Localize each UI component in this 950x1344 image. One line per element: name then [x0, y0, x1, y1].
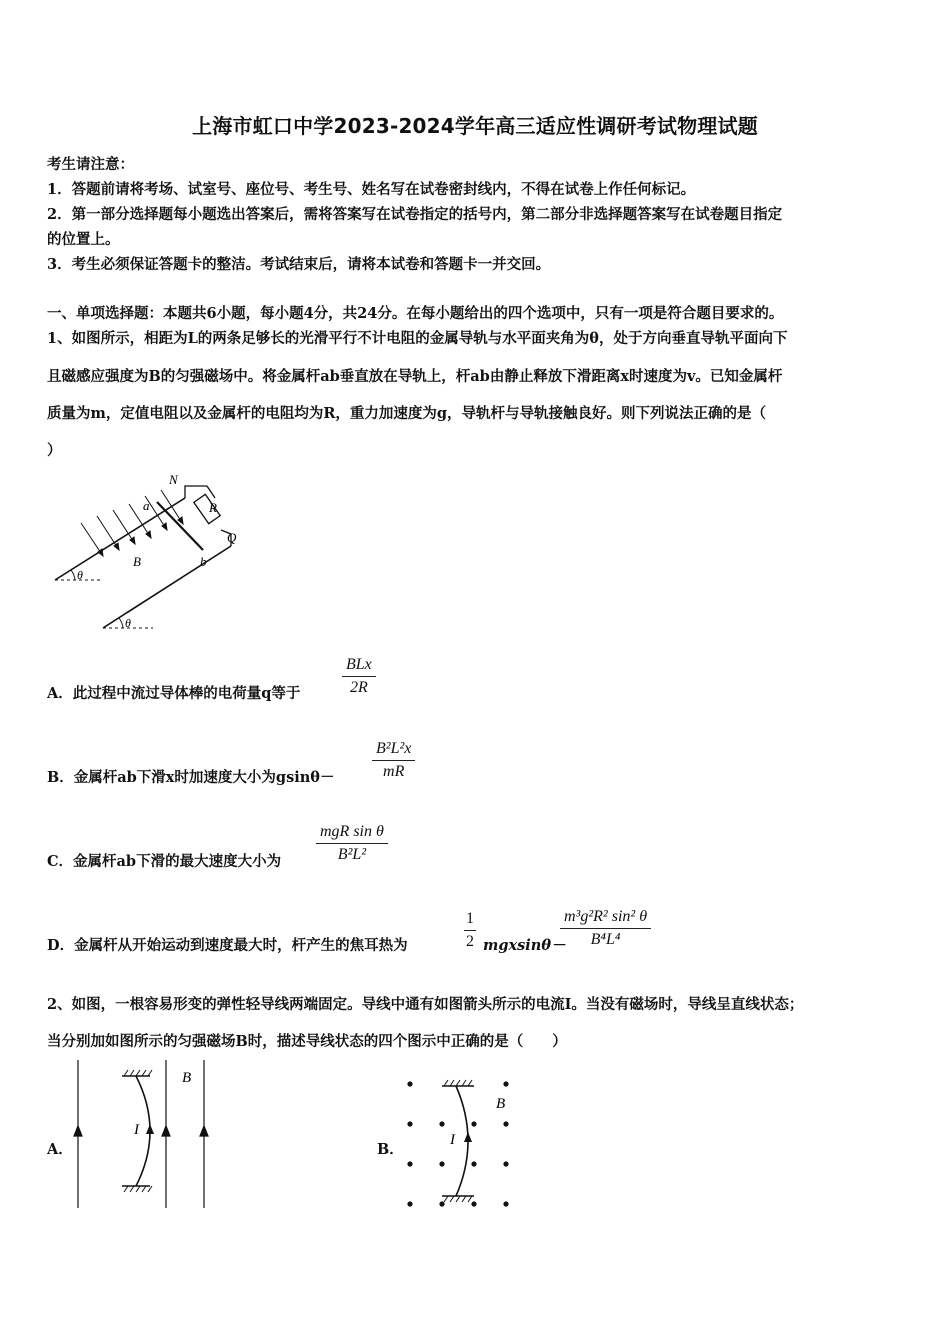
question-2-line: 当分别加如图所示的匀强磁场B时，描述导线状态的四个图示中正确的是（ ）	[47, 1033, 567, 1050]
label-theta: θ	[77, 568, 83, 582]
label-field: B	[496, 1096, 506, 1112]
page-title: 上海市虹口中学2023-2024学年高三适应性调研考试物理试题	[192, 114, 758, 138]
fraction-numerator: mgR sin θ	[320, 823, 384, 840]
option-b-fraction	[372, 740, 415, 781]
question-1-line: ）	[47, 442, 62, 459]
fraction-denominator: 2R	[350, 679, 368, 696]
option-a-text: A．此过程中流过导体棒的电荷量q等于	[47, 685, 301, 702]
option-b-text: B．金属杆ab下滑x时加速度大小为gsinθ－	[47, 769, 335, 786]
fraction-denominator: mR	[383, 763, 405, 780]
question-1-line: 质量为m，定值电阻以及金属杆的电阻均为R，重力加速度为g，导轨杆与导轨接触良好。则下列说法正确的是（	[47, 405, 767, 422]
option-a-fraction	[342, 656, 376, 697]
figure-a	[70, 1060, 220, 1212]
figure-b	[398, 1074, 518, 1214]
fraction-numerator: 1	[466, 910, 474, 927]
label-current: I	[134, 1122, 139, 1138]
fraction-numerator: B²L²x	[376, 740, 412, 757]
option-d-middle: mgxsinθ－	[483, 937, 566, 954]
notice-heading: 考生请注意：	[47, 156, 134, 173]
fraction-numerator: BLx	[346, 656, 372, 673]
notice-item: 1．答题前请将考场、试室号、座位号、考生号、姓名写在试卷密封线内，不得在试卷上作任何标记。	[47, 181, 696, 198]
fig-a-label: A．	[47, 1141, 73, 1158]
label-theta: θ	[125, 616, 131, 630]
label-field: B	[182, 1070, 192, 1086]
label-b-rod: b	[200, 554, 207, 569]
fraction-denominator: B⁴L⁴	[590, 931, 621, 948]
question-1-line: 且磁感应强度为B的匀强磁场中。将金属杆ab垂直放在导轨上，杆ab由静止释放下滑距离x时速度为v。已知金属杆	[47, 368, 783, 385]
label-current: I	[450, 1132, 455, 1148]
option-d-half	[464, 910, 476, 951]
notice-item: 的位置上。	[47, 231, 120, 248]
label-n: N	[169, 472, 178, 487]
notice-item: 2．第一部分选择题每小题选出答案后，需将答案写在试卷指定的括号内，第二部分非选择题答案写在试卷题目指定	[47, 206, 783, 223]
option-c-fraction	[316, 823, 388, 864]
option-d-text: D．金属杆从开始运动到速度最大时，杆产生的焦耳热为	[47, 937, 408, 954]
notice-item: 3．考生必须保证答题卡的整洁。考试结束后，请将本试卷和答题卡一并交回。	[47, 256, 551, 273]
label-a: a	[143, 498, 150, 513]
fraction-denominator: B²L²	[337, 846, 367, 863]
option-c-text: C．金属杆ab下滑的最大速度大小为	[47, 853, 282, 870]
section-heading: 一、单项选择题：本题共6小题，每小题4分，共24分。在每小题给出的四个选项中，只有一项是符合题目要求的。	[47, 305, 784, 322]
option-d-fraction	[560, 908, 651, 949]
fraction-numerator: m³g²R² sin² θ	[564, 908, 648, 925]
label-q: Q	[227, 530, 237, 545]
fraction-denominator: 2	[466, 933, 474, 950]
question-2-line: 2、如图，一根容易形变的弹性轻导线两端固定。导线中通有如图箭头所示的电流I。当没有磁场时，导线呈直线状态；	[47, 996, 804, 1013]
incline-rails-figure	[45, 468, 255, 638]
question-1-line: 1、如图所示，相距为L的两条足够长的光滑平行不计电阻的金属导轨与水平面夹角为θ，处于方向垂直导轨平面向下	[47, 330, 788, 347]
label-r: R	[209, 500, 217, 515]
fig-b-label: B．	[377, 1141, 404, 1158]
label-b-field: B	[133, 554, 141, 569]
